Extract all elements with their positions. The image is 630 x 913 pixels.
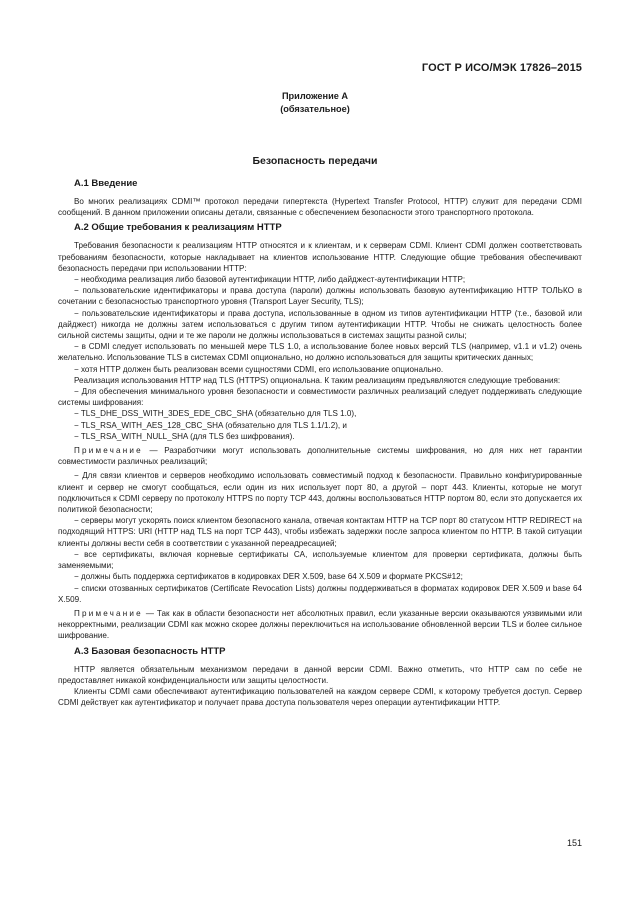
list-item: − TLS_RSA_WITH_AES_128_CBC_SHA (обязательно для TLS 1.1/1.2), и [74, 420, 347, 430]
paragraph: HTTP является обязательным механизмом передачи в данной версии CDMI. Важно отметить, что HTTP сам по себе не предоставляет никакой конфиденциальности или защиты целостности. [58, 664, 582, 685]
list-item: − необходима реализация либо базовой аутентификации HTTP, либо дайджест-аутентификации HTTP; [74, 275, 466, 285]
paragraph: Во многих реализациях CDMI™ протокол передачи гипертекста (Hypertext Transfer Protocol, HTTP) служит для передачи CDMI сообщений. В данном приложении описаны детали, связанные с обеспечением безопасности этого транспортного протокола. [58, 197, 582, 218]
list-item: − в CDMI следует использовать по меньшей мере TLS 1.0, а использование более новых версий TLS (например, v1.1 и v1.2) очень желательно. Использование TLS в системах CDMI опционально, но должно использоваться для защиты критических данных; [58, 342, 582, 363]
paragraph: Клиенты CDMI сами обеспечивают аутентификацию пользователей на каждом сервере CDMI, к которому требуется доступ. Сервер CDMI действует как аутентификатор и получает права доступа пользователя через операции аутентификации HTTP. [58, 686, 582, 708]
standard-header: ГОСТ Р ИСО/МЭК 17826–2015 [421, 62, 582, 74]
list-item: − Для обеспечения минимального уровня безопасности и совместимости различных реализаций следует поддерживать следующие системы шифрования: [58, 387, 582, 408]
note-label: Примечание [74, 446, 143, 456]
appendix-type: (обязательное) [280, 104, 350, 114]
paragraph: Реализация использования HTTP над TLS (HTTPS) опциональна. К таким реализациям предъявляются следующие требования: [74, 375, 561, 385]
list-item: − пользовательские идентификаторы и права доступа (пароли) должны использовать базовую аутентификацию HTTP ТОЛЬКО в сочетании с безопасностью транспортного уровня (Transport Layer Security, TLS); [58, 286, 582, 307]
document-body [58, 174, 582, 708]
section-heading-a3: А.3 Базовая безопасность HTTP [74, 645, 226, 657]
list-item: − TLS_RSA_WITH_NULL_SHA (для TLS без шифрования). [74, 431, 295, 441]
list-item: − все сертификаты, включая корневые сертификаты CA, используемые клиентом для проверки сертификата, должны быть заменяемыми; [58, 549, 582, 571]
note-label: Примечание [74, 608, 143, 618]
section-heading-a2: А.2 Общие требования к реализациям HTTP [74, 222, 282, 234]
list-item: − пользовательские идентификаторы и права доступа, использованные в одном из типов аутентификации HTTP (т.е., базовой или дайджест) никогда не должны затем использоваться с другим типом аутентификации HTTP. Чтобы не снижать целостность более сильной системы защиты, одни и те же пароли не должны использоваться в системах защиты разной силы; [58, 308, 582, 341]
page-number: 151 [566, 838, 582, 848]
note [58, 608, 582, 642]
appendix-title: Приложение А [281, 91, 349, 101]
list-item: − хотя HTTP должен быть реализован всеми сущностями CDMI, его использование опционально. [74, 364, 444, 374]
list-item: − списки отозванных сертификатов (Certificate Revocation Lists) должны поддерживаться в форматах кодировок DER X.509 и base 64 X.509. [58, 583, 582, 604]
section-heading-a1: А.1 Введение [74, 178, 138, 189]
note-text: — Разработчики могут использовать дополнительные системы шифрования, но для них нет гарантии совместимости различных реализаций; [58, 446, 582, 467]
note [58, 445, 582, 467]
list-item: − Для связи клиентов и серверов необходимо использовать совместимый подход к безопасности. Правильно конфигурированные клиент и сервер не смогут сообщаться, если один из них использует порт 80, а другой – порт 443. Клиенты, которые не могут подключиться к CDMI серверу по протоколу HTTPS по порту TCP 443, должны воспользоваться HTTP портом 80, если это допускается их политикой безопасности; [58, 471, 582, 515]
list-item: − должны быть поддержка сертификатов в кодировках DER X.509, base 64 X.509 и формате PKCS#12; [74, 572, 463, 582]
note-text: — Так как в области безопасности нет абсолютных правил, если указанные версии оказываются уязвимыми или некорректными, реализации CDMI как можно скорее должны переключиться на использование обновленной версии TLS и более сильное шифрование. [58, 608, 582, 641]
list-item: − серверы могут ускорять поиск клиентом безопасного канала, отвечая контактам HTTP на TCP порт 80 статусом HTTP REDIRECT на подходящий HTTPS: URI (HTTP над TLS на порт TCP 443), чтобы избежать задержки после запроса клиентом по HTTP. В такой ситуации клиенты должны вести себя в соответствии с указанной переадресацией; [58, 516, 582, 548]
document-title: Безопасность передачи [252, 155, 378, 167]
list-item: − TLS_DHE_DSS_WITH_3DES_EDE_CBC_SHA (обязательно для TLS 1.0), [74, 409, 357, 419]
paragraph: Требования безопасности к реализациям HTTP относятся и к клиентам, и к серверам CDMI. Клиент CDMI должен соответствовать требованиям безопасности, которые накладывает на клиентов использование HTTP. Следующие общие требования обеспечивают безопасность передачи при использовании HTTP: [58, 241, 582, 273]
